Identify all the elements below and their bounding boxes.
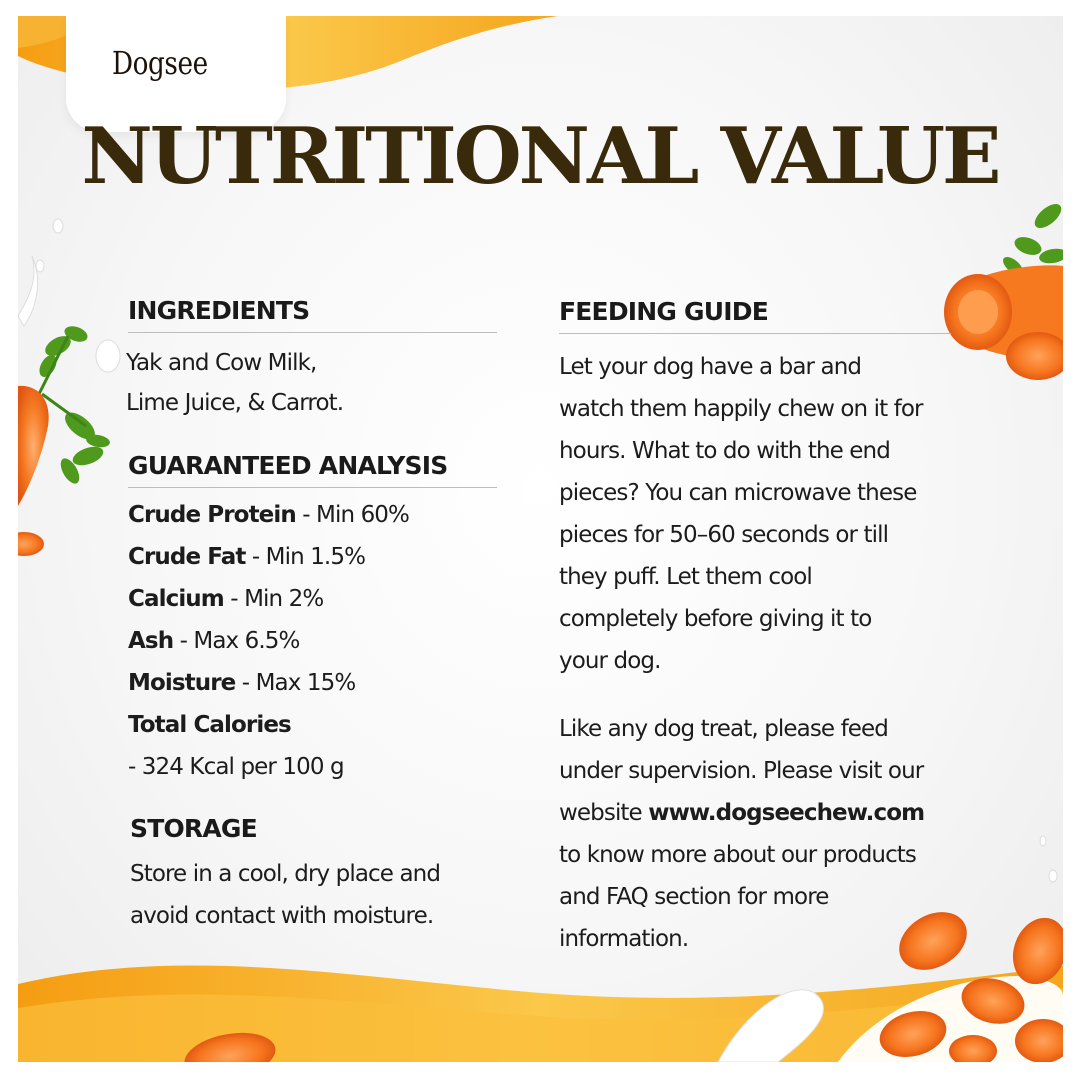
- feeding-line: pieces for 50–60 seconds or till: [559, 522, 889, 548]
- analysis-list: [128, 494, 409, 788]
- analysis-name: Calcium: [128, 586, 224, 612]
- supervision-line: information.: [559, 926, 689, 952]
- ingredients-heading: INGREDIENTS: [128, 298, 497, 333]
- storage-line: avoid contact with moisture.: [130, 903, 434, 929]
- analysis-name: Ash: [128, 628, 174, 654]
- total-calories-label: Total Calories: [128, 712, 291, 738]
- feeding-line: hours. What to do with the end: [559, 438, 890, 464]
- supervision-line: to know more about our products: [559, 842, 917, 868]
- analysis-value: - Max 6.5%: [173, 628, 300, 654]
- website-line: [559, 792, 924, 834]
- storage-text: [130, 853, 440, 937]
- feeding-guide-heading: FEEDING GUIDE: [559, 299, 951, 334]
- website-link[interactable]: www.dogseechew.com: [648, 800, 925, 826]
- feeding-guide-paragraph: [559, 346, 923, 682]
- analysis-value: - Min 2%: [223, 586, 324, 612]
- feeding-line: your dog.: [559, 648, 661, 674]
- analysis-value: - Max 15%: [235, 670, 356, 696]
- feeding-line: watch them happily chew on it for: [559, 396, 923, 422]
- supervision-paragraph: [559, 708, 924, 960]
- analysis-item: [128, 536, 409, 578]
- feeding-line: completely before giving it to: [559, 606, 872, 632]
- carrot-left-icon: [18, 386, 49, 506]
- analysis-item: [128, 662, 409, 704]
- ingredients-line: Yak and Cow Milk,: [126, 350, 317, 376]
- analysis-name: Crude Protein: [128, 502, 296, 528]
- brand-logo: Dogsee: [112, 44, 208, 82]
- analysis-name: Crude Fat: [128, 544, 246, 570]
- analysis-item: [128, 620, 409, 662]
- storage-line: Store in a cool, dry place and: [130, 861, 441, 887]
- supervision-line: under supervision. Please visit our: [559, 758, 924, 784]
- carrot-slice-icon: [18, 532, 44, 556]
- analysis-name: Moisture: [128, 670, 236, 696]
- analysis-value: - Min 1.5%: [245, 544, 366, 570]
- feeding-line: pieces? You can microwave these: [559, 480, 917, 506]
- analysis-value: - Min 60%: [295, 502, 409, 528]
- analysis-item: [128, 578, 409, 620]
- milk-splash-left-icon: [18, 219, 120, 372]
- storage-heading: STORAGE: [130, 814, 257, 843]
- ingredients-text: [126, 343, 343, 423]
- carrot-right-icon: [944, 265, 1063, 380]
- analysis-item: [128, 494, 409, 536]
- website-prefix: website: [559, 800, 649, 826]
- feeding-line: they puff. Let them cool: [559, 564, 812, 590]
- analysis-heading: GUARANTEED ANALYSIS: [128, 453, 497, 488]
- total-calories-value: - 324 Kcal per 100 g: [128, 754, 344, 780]
- page-title: NUTRITIONAL VALUE: [81, 111, 999, 202]
- supervision-line: and FAQ section for more: [559, 884, 829, 910]
- supervision-line: Like any dog treat, please feed: [559, 716, 888, 742]
- ingredients-line: Lime Juice, & Carrot.: [126, 390, 344, 416]
- feeding-line: Let your dog have a bar and: [559, 354, 862, 380]
